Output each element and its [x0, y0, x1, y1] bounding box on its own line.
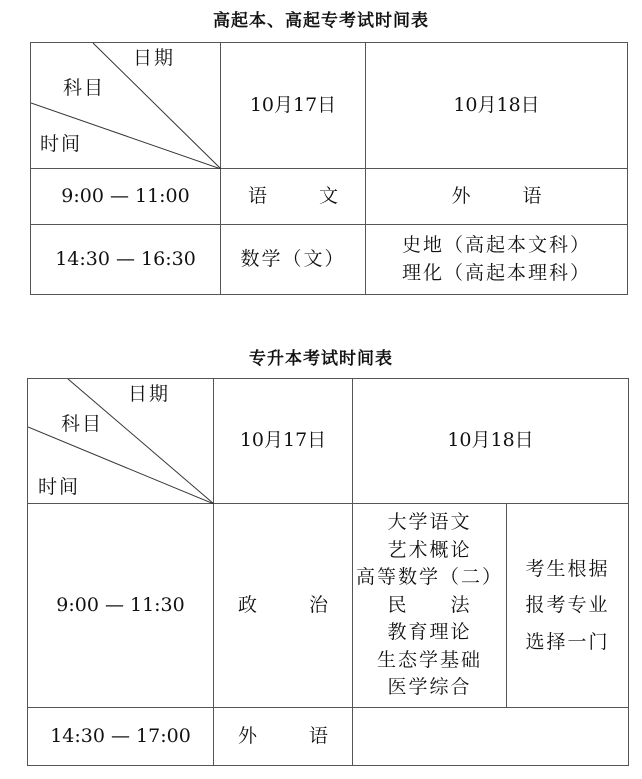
subject-char: 治 — [309, 593, 329, 616]
diagonal-header-cell — [28, 379, 214, 504]
subject-line: 理化（高起本理科） — [401, 261, 591, 284]
exam-schedule-table-1 — [30, 42, 628, 295]
subject-line: 教育理论 — [387, 621, 472, 644]
subject-line: 高等数学（二） — [355, 566, 503, 589]
subject-char: 语 — [522, 184, 542, 207]
day1-header: 10月17日 — [221, 43, 366, 169]
subject-char: 语 — [247, 184, 267, 207]
subject-cell — [221, 169, 366, 225]
date-label: 日期 — [128, 383, 171, 405]
subject-line: 民 法 — [387, 593, 472, 616]
empty-cell — [353, 708, 629, 766]
table1-title: 高起本、高起专考试时间表 — [213, 11, 429, 31]
subject-line: 艺术概论 — [387, 538, 472, 561]
time-cell: 9:00 — 11:30 — [28, 504, 214, 708]
table-row — [31, 225, 628, 295]
table2-title: 专升本考试时间表 — [249, 349, 393, 369]
elective-subjects-cell — [353, 504, 507, 708]
table-row — [28, 708, 629, 766]
time-cell: 9:00 — 11:00 — [31, 169, 221, 225]
day2-header: 10月18日 — [366, 43, 628, 169]
exam-schedule-table-2 — [27, 378, 629, 766]
day1-header: 10月17日 — [214, 379, 353, 504]
subject-line: 医学综合 — [387, 676, 472, 699]
subject-cell — [366, 225, 628, 295]
subject-char: 政 — [237, 593, 257, 616]
date-label: 日期 — [133, 47, 176, 69]
subject-char: 外 — [451, 184, 471, 207]
table-header-row — [31, 43, 628, 169]
subject-line: 史地（高起本文科） — [401, 233, 591, 256]
note-line: 选择一门 — [525, 630, 610, 653]
subject-label: 科目 — [61, 413, 104, 435]
subject-char: 文 — [319, 184, 339, 207]
note-line: 考生根据 — [525, 558, 610, 581]
table-row — [28, 504, 629, 708]
day2-header: 10月18日 — [353, 379, 629, 504]
table-row — [31, 169, 628, 225]
time-cell: 14:30 — 17:00 — [28, 708, 214, 766]
subject-line: 生态学基础 — [376, 648, 482, 671]
table-header-row — [28, 379, 629, 504]
time-label: 时间 — [40, 133, 83, 155]
subject-label: 科目 — [63, 77, 106, 99]
subject-line: 大学语文 — [387, 511, 472, 534]
note-line: 报考专业 — [525, 594, 610, 617]
diagonal-header-cell — [31, 43, 221, 169]
subject-char: 语 — [309, 724, 329, 747]
subject-char: 外 — [237, 724, 257, 747]
note-cell — [507, 504, 629, 708]
subject-cell: 数学（文） — [221, 225, 366, 295]
subject-cell — [366, 169, 628, 225]
time-cell: 14:30 — 16:30 — [31, 225, 221, 295]
subject-cell — [214, 504, 353, 708]
subject-cell — [214, 708, 353, 766]
time-label: 时间 — [38, 476, 81, 498]
